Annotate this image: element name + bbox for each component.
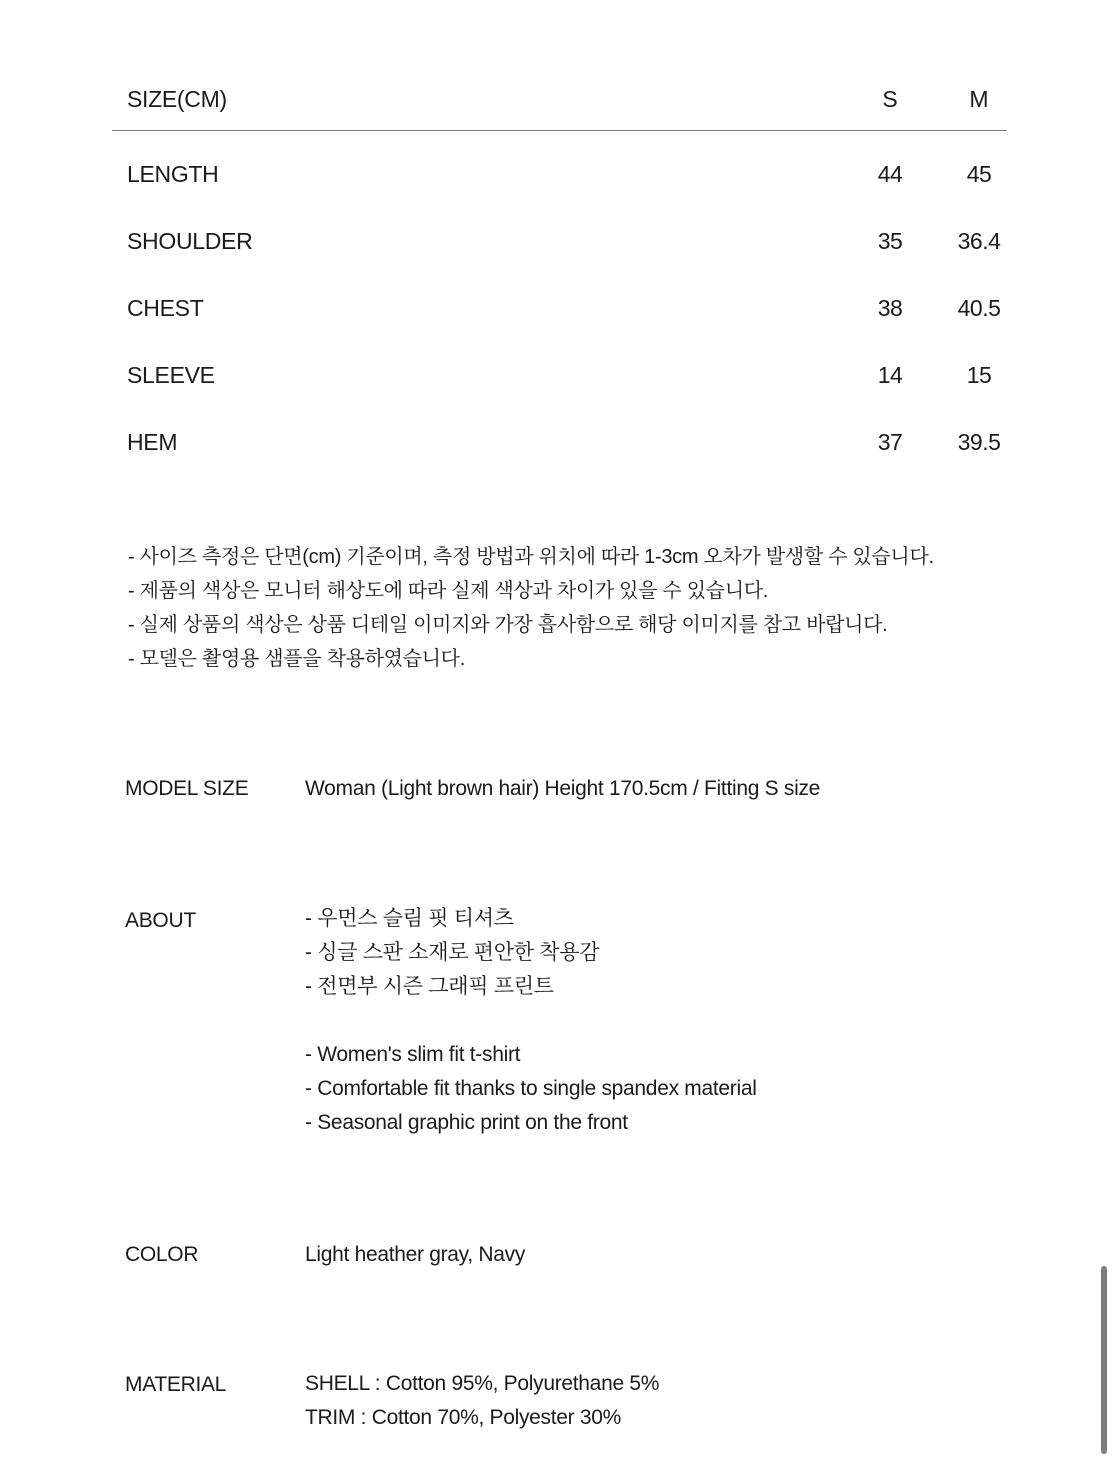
material-line: TRIM : Cotton 70%, Polyester 30%: [305, 1406, 622, 1429]
about-line-ko: - 싱글 스판 소재로 편안한 착용감: [305, 941, 600, 964]
about-line-en: - Comfortable fit thanks to single spandex material: [305, 1077, 757, 1100]
size-value-m: 45: [966, 161, 992, 187]
size-value-m: 40.5: [957, 295, 1001, 321]
size-header-m: M: [969, 86, 989, 112]
size-row-label: CHEST: [127, 295, 204, 321]
note-line: - 실제 상품의 색상은 상품 디테일 이미지와 가장 흡사함으로 해당 이미지를 참고 바랍니다.: [128, 614, 888, 636]
size-row-label: HEM: [127, 429, 178, 455]
size-value-s: 35: [877, 228, 903, 254]
color-value: Light heather gray, Navy: [305, 1243, 526, 1266]
size-row-chest: [112, 291, 1007, 331]
note-line: - 모델은 촬영용 샘플을 착용하였습니다.: [128, 648, 465, 670]
size-value-s: 14: [877, 362, 903, 388]
about-line-ko: - 전면부 시즌 그래픽 프린트: [305, 975, 554, 998]
about-line-en: - Women's slim fit t-shirt: [305, 1043, 521, 1066]
material-line: SHELL : Cotton 95%, Polyurethane 5%: [305, 1372, 660, 1395]
color-label: COLOR: [125, 1243, 199, 1266]
model-size-label: MODEL SIZE: [125, 777, 249, 800]
material-description: [305, 1367, 659, 1435]
size-value-m: 36.4: [957, 228, 1001, 254]
size-row-length: [112, 157, 1007, 197]
vertical-scrollbar[interactable]: [1101, 1266, 1107, 1454]
size-table-header: [112, 78, 1007, 131]
material-label: MATERIAL: [125, 1373, 227, 1396]
about-description: [305, 902, 757, 1140]
size-header-s: S: [882, 86, 898, 112]
size-row-label: SLEEVE: [127, 362, 215, 388]
about-label: ABOUT: [125, 909, 196, 932]
size-value-s: 44: [877, 161, 903, 187]
size-notes: [128, 540, 1028, 676]
size-value-m: 39.5: [957, 429, 1001, 455]
size-row-label: SHOULDER: [127, 228, 253, 254]
model-size-value: Woman (Light brown hair) Height 170.5cm / Fitting S size: [305, 777, 821, 800]
size-row-hem: [112, 425, 1007, 465]
note-line: - 제품의 색상은 모니터 해상도에 따라 실제 색상과 차이가 있을 수 있습니다.: [128, 580, 769, 602]
size-value-s: 38: [877, 295, 903, 321]
about-line-ko: - 우먼스 슬림 핏 티셔츠: [305, 907, 514, 930]
note-line: - 사이즈 측정은 단면(cm) 기준이며, 측정 방법과 위치에 따라 1-3cm 오차가 발생할 수 있습니다.: [128, 546, 934, 568]
size-header-label: SIZE(CM): [127, 86, 227, 112]
size-row-label: LENGTH: [127, 161, 219, 187]
size-row-sleeve: [112, 358, 1007, 398]
about-spacer: [305, 1004, 757, 1038]
about-line-en: - Seasonal graphic print on the front: [305, 1111, 628, 1134]
size-value-m: 15: [966, 362, 992, 388]
size-row-shoulder: [112, 224, 1007, 264]
size-value-s: 37: [877, 429, 903, 455]
